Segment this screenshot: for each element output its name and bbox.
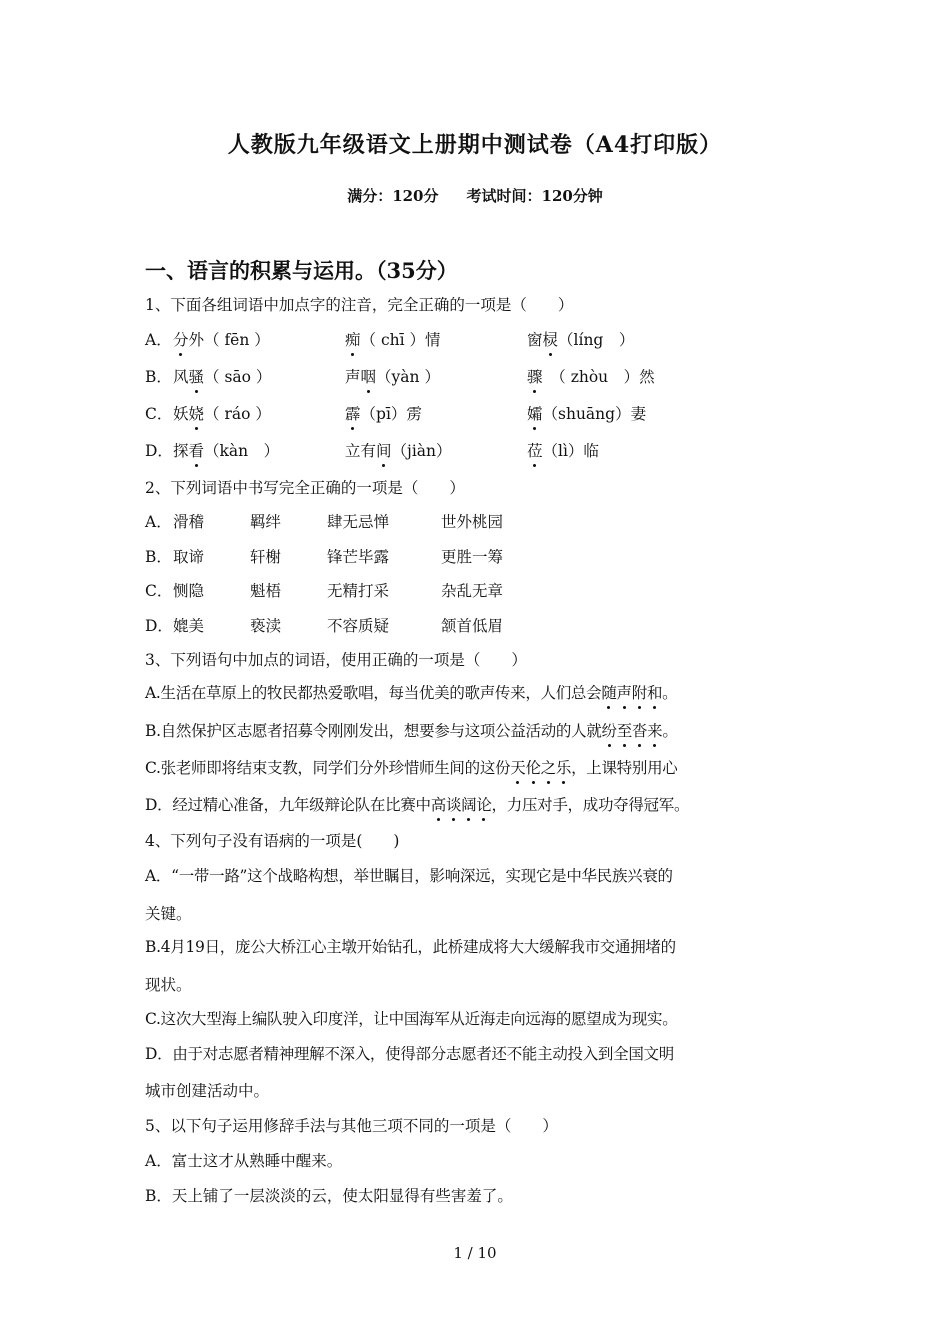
q3-option-d: D．经过精心准备，九年级辩论队在比赛中高谈阔论，力压对手，成功夺得冠军。: [145, 796, 690, 814]
page-number: 1 / 10: [453, 1244, 497, 1262]
dotted-char: 之: [540, 759, 556, 777]
dotted-word: [431, 796, 492, 814]
dotted-word: [601, 684, 662, 702]
q4-option-b-line2: 现状。: [145, 976, 192, 994]
q2-stem: 2、下列词语中书写完全正确的一项是（ ）: [145, 479, 465, 497]
word: 羁绊: [250, 513, 282, 531]
q4-option-b-line1: B.4月19日，庞公大桥江心主墩开始钻孔，此桥建成将大大缓解我市交通拥堵的: [145, 938, 676, 956]
dotted-char: 附: [631, 684, 647, 702]
dotted-char: 天: [510, 759, 526, 777]
q1-c-word2: 霹（pī）雳: [345, 405, 422, 423]
q4-option-d-line1: D．由于对志愿者精神理解不深入，使得部分志愿者还不能主动投入到全国文明: [145, 1045, 674, 1063]
dotted-char: 伦: [525, 759, 541, 777]
option-label: B．: [145, 368, 172, 386]
dotted-char: 纷: [601, 722, 617, 740]
q4-option-c: C.这次大型海上编队驶入印度洋，让中国海军从近海走向远海的愿望成为现实。: [145, 1010, 678, 1028]
q1-c-word1: 妖娆（ ráo ）: [173, 405, 271, 423]
score-info: [0, 185, 950, 206]
option-label: D．: [145, 442, 173, 460]
word: 亵渎: [250, 617, 282, 635]
word: 轩榭: [250, 548, 282, 566]
word: 世外桃园: [441, 513, 504, 531]
word: 颔首低眉: [441, 617, 504, 635]
dotted-char: 随: [601, 684, 617, 702]
q1-d-word1: 探看（kàn ）: [173, 442, 280, 460]
full-score: 满分：120分: [347, 187, 439, 205]
option-label: A．: [145, 331, 172, 349]
option-label: C．: [145, 405, 173, 423]
page-title: 人教版九年级语文上册期中测试卷（A4打印版）: [227, 132, 723, 158]
q5-stem: 5、以下句子运用修辞手法与其他三项不同的一项是（ ）: [145, 1117, 558, 1135]
option-label: D．: [145, 617, 173, 635]
dotted-char: 谈: [445, 796, 462, 814]
exam-time: 考试时间：120分钟: [466, 187, 603, 205]
word: 媲美: [173, 617, 205, 635]
q1-a-word3: 窗棂（líng ）: [527, 331, 635, 349]
word: 锋芒毕露: [327, 548, 390, 566]
dotted-char: 高: [430, 796, 446, 814]
dotted-char: 至: [616, 722, 632, 740]
q1-b-word1: 风骚（ sāo ）: [173, 368, 272, 386]
word: 魁梧: [250, 582, 282, 600]
dotted-char: 来: [647, 722, 663, 740]
q3-stem: 3、下列语句中加点的词语，使用正确的一项是（ ）: [145, 651, 527, 669]
q5-option-a: A．富士这才从熟睡中醒来。: [145, 1152, 343, 1170]
option-label: A．: [145, 513, 172, 531]
section-heading: 一、语言的积累与运用。（35分）: [145, 258, 458, 283]
q3-option-b: B.自然保护区志愿者招募令刚刚发出，想要参与这项公益活动的人就纷至沓来。: [145, 722, 678, 740]
dotted-char: 论: [476, 796, 492, 814]
q1-a-word1: 分外（ fēn ）: [173, 331, 270, 349]
q1-d-word2: 立有间（jiàn）: [345, 442, 452, 460]
q3-option-a: A.生活在草原上的牧民都热爱歌唱，每当优美的歌声传来，人们总会随声附和。: [145, 684, 678, 702]
q1-c-word3: 孀（shuāng）妻: [527, 405, 647, 423]
dotted-word: [602, 722, 663, 740]
dotted-char: 阔: [461, 796, 477, 814]
q1-stem: 1、下面各组词语中加点字的注音，完全正确的一项是（ ）: [145, 296, 574, 314]
q3-option-c: C.张老师即将结束支教，同学们分外珍惜师生间的这份天伦之乐，上课特别用心: [145, 759, 678, 777]
dotted-char: 声: [616, 684, 632, 702]
q4-option-a-line2: 关键。: [145, 905, 192, 923]
q1-d-word3: 莅（lì）临: [527, 442, 599, 460]
dotted-char: 乐: [555, 759, 572, 777]
word: 不容质疑: [327, 617, 390, 635]
word: 无精打采: [327, 582, 390, 600]
word: 取谛: [173, 548, 205, 566]
word: 杂乱无章: [441, 582, 504, 600]
q1-b-word3: 骤 （ zhòu ）然: [527, 368, 655, 386]
q4-option-a-line1: A．“一带一路”这个战略构想，举世瞩目，影响深远，实现它是中华民族兴衰的: [145, 867, 673, 885]
word: 肆无忌惮: [327, 513, 390, 531]
q5-option-b: B．天上铺了一层淡淡的云，使太阳显得有些害羞了。: [145, 1187, 513, 1205]
q1-b-word2: 声咽（yàn ）: [345, 368, 440, 386]
word: 滑稽: [173, 513, 205, 531]
option-label: C．: [145, 582, 173, 600]
word: 更胜一筹: [441, 548, 504, 566]
q4-option-d-line2: 城市创建活动中。: [145, 1082, 270, 1100]
dotted-char: 沓: [631, 722, 648, 740]
dotted-char: 和: [646, 684, 663, 702]
word: 恻隐: [173, 582, 205, 600]
dotted-word: [510, 759, 571, 777]
q1-a-word2: 痴（ chī ）情: [345, 331, 441, 349]
option-label: B．: [145, 548, 172, 566]
q4-stem: 4、下列句子没有语病的一项是( ): [145, 832, 400, 850]
